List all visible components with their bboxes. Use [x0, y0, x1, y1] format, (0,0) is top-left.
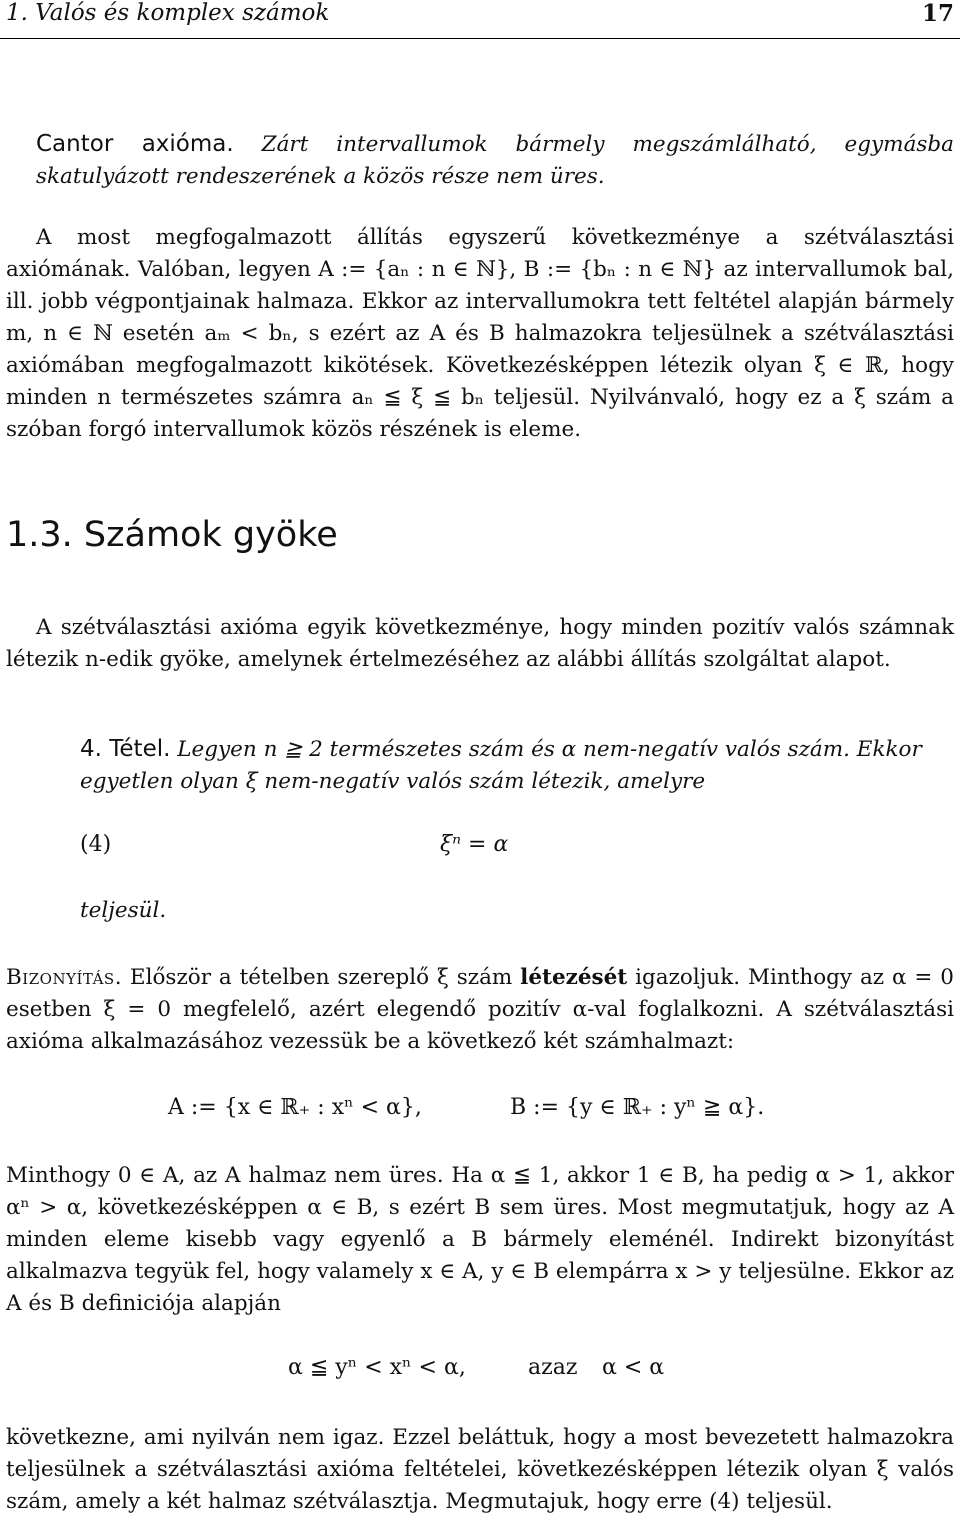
- cantor-label: Cantor axióma.: [36, 131, 234, 157]
- proof-label: Bizonyítás.: [6, 965, 123, 990]
- proof-post: igazoljuk. Minthogy az α = 0 esetben ξ = 0 megfelelő, azért elegendő pozitív α-val foglalkozni. A szétválasztási axióma alkalmazásához vezessük be a következő két számhalmazt:: [6, 965, 954, 1054]
- running-header: [6, 0, 954, 28]
- proof-paragraph: [6, 962, 954, 1058]
- contradiction-azaz: azaz: [528, 1355, 578, 1380]
- paragraph-1: A most megfogalmazott állítás egyszerű következménye a szétválasztási axiómának. Valóban, legyen A := {aₙ : n ∈ ℕ}, B := {bₙ : n ∈ ℕ} az intervallumok bal, ill. jobb végpontjainak halmaza. Ekkor az intervallumokra tett feltétel alapján bármely m, n ∈ ℕ esetén aₘ < bₙ, s ezért az A és B halmazokra teljesülnek a szétválasztási axiómában megfogalmazott kikötések. Következésképpen létezik olyan ξ ∈ ℝ, hogy minden n természetes számra aₙ ≦ ξ ≦ bₙ teljesül. Nyilvánvaló, hogy ez a ξ szám a szóban forgó intervallumok közös részének is eleme.: [6, 225, 954, 442]
- contradiction-left: α ≦ yⁿ < xⁿ < α,: [288, 1355, 466, 1380]
- section-title: 1.3. Számok gyöke: [6, 515, 338, 555]
- set-b-definition: B := {y ∈ ℝ₊ : yⁿ ≧ α}.: [510, 1095, 765, 1120]
- equation-number: (4): [80, 832, 112, 857]
- header-rule: [0, 38, 960, 39]
- contradiction-right: α < α: [602, 1355, 665, 1380]
- page-number: 17: [921, 0, 954, 27]
- cantor-axiom: [36, 128, 954, 193]
- set-a-definition: A := {x ∈ ℝ₊ : xⁿ < α},: [168, 1095, 422, 1120]
- equation-4: ξⁿ = α: [440, 832, 509, 857]
- theorem-end: teljesül.: [80, 898, 167, 923]
- chapter-title: 1. Valós és komplex számok: [6, 0, 330, 26]
- cantor-text: Zárt intervallumok bármely megszámlálható, egymásba skatulyázott rendeszerének a közös része nem üres.: [36, 132, 954, 189]
- theorem-label: 4. Tétel.: [80, 736, 171, 762]
- theorem-4: [80, 733, 930, 798]
- paragraph-3: Minthogy 0 ∈ A, az A halmaz nem üres. Ha α ≦ 1, akkor 1 ∈ B, ha pedig α > 1, akkor αⁿ > α, következésképpen α ∈ B, s ezért B sem üres. Most megmutatjuk, hogy az A minden eleme kisebb vagy egyenlő a B bármely eleménél. Indirekt bizonyítást alkalmazva tegyük fel, hogy valamely x ∈ A, y ∈ B elempárra x > y teljesülne. Ekkor az A és B definiciója alapján: [6, 1163, 954, 1316]
- theorem-text: Legyen n ≧ 2 természetes szám és α nem-negatív valós szám. Ekkor egyetlen olyan ξ nem-negatív valós szám létezik, amelyre: [80, 737, 922, 794]
- proof-pre: Először a tételben szereplő ξ szám: [129, 965, 513, 990]
- proof-bold: létezését: [520, 965, 628, 990]
- paragraph-4: következne, ami nyilván nem igaz. Ezzel beláttuk, hogy a most bevezetett halmazokra teljesülnek a szétválasztási axióma feltételei, következésképpen létezik olyan ξ valós szám, amely a két halmaz szétválasztja. Megmutajuk, hogy erre (4) teljesül.: [6, 1425, 954, 1514]
- paragraph-2: A szétválasztási axióma egyik következménye, hogy minden pozitív valós számnak létezik n-edik gyöke, amelynek értelmezéséhez az alábbi állítás szolgáltat alapot.: [6, 615, 954, 672]
